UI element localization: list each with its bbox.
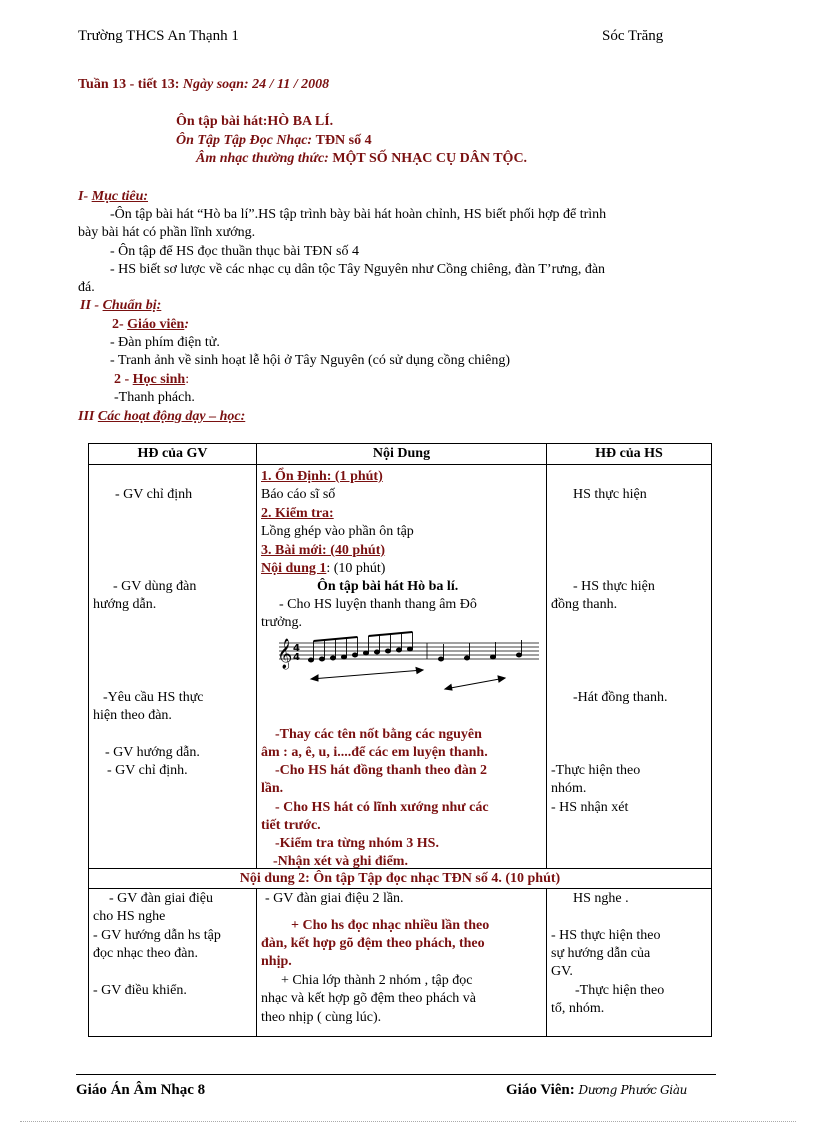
step1-label: 1. Ổn Định: (1 phút) xyxy=(261,469,383,484)
footer-teacher-label: Giáo Viên: xyxy=(506,1082,575,1098)
r1-gv-c1: -Yêu cầu HS thực xyxy=(103,690,204,705)
title-1-value: HÒ BA LÍ. xyxy=(267,114,334,129)
week-line xyxy=(78,77,329,93)
double-arrow-icon xyxy=(445,678,505,689)
title-3-value: MỘT SỐ NHẠC CỤ DÂN TỘC. xyxy=(328,151,528,166)
note xyxy=(438,657,443,661)
r1-gv-e: - GV chỉ định. xyxy=(107,763,188,778)
activities-heading xyxy=(78,409,245,425)
header-hs: HĐ của HS xyxy=(547,444,712,465)
r3-nd-c1: + Chia lớp thành 2 nhóm , tập đọc xyxy=(281,973,473,988)
student-num: 2 - xyxy=(114,372,133,387)
date-label: Ngày soạn: xyxy=(182,77,249,92)
r3-hs-c2: tổ, nhóm. xyxy=(551,1001,605,1016)
date-value: 24 / 11 / 2008 xyxy=(252,77,330,92)
time-sig-bottom: 4 xyxy=(293,652,300,663)
footer-signature: Dương Phước Giàu xyxy=(578,1083,688,1097)
r1-step-2-text: Lồng ghép vào phần ôn tập xyxy=(261,524,414,539)
province-name: Sóc Trăng xyxy=(602,28,664,44)
teacher-num: 2- xyxy=(112,317,128,332)
time-sig-top: 4 xyxy=(293,643,300,654)
note xyxy=(396,648,401,652)
r3-gv-b2: đọc nhạc theo đàn. xyxy=(93,946,198,961)
treble-clef-icon: 𝄞 xyxy=(277,639,293,669)
note xyxy=(374,650,379,654)
r1-nd1 xyxy=(261,560,385,578)
r1-hs-d1: -Thực hiện theo xyxy=(551,763,641,778)
title-3 xyxy=(196,151,527,167)
activities-title: Các hoạt động dạy – học: xyxy=(97,409,246,424)
note xyxy=(352,653,357,657)
note xyxy=(464,656,469,660)
r3-hs-c1: -Thực hiện theo xyxy=(575,983,665,998)
r3-nd-a: - GV đàn giai điệu 2 lần. xyxy=(265,891,404,906)
r1-hs-b2: đồng thanh. xyxy=(551,597,618,612)
note xyxy=(363,651,368,655)
note xyxy=(516,653,521,657)
r1-step-2 xyxy=(261,505,334,523)
header-gv: HĐ của GV xyxy=(89,444,257,465)
r3-gv-a1: - GV đàn giai điệu xyxy=(109,891,213,906)
r1-p4b: tiết trước. xyxy=(261,818,321,833)
r1-nd1-title: Ôn tập bài hát Hò ba lí. xyxy=(317,579,459,594)
objective-2: - Ôn tập để HS đọc thuần thục bài TĐN số 4 xyxy=(110,244,359,259)
r3-gv-a2: cho HS nghe xyxy=(93,909,166,924)
r1-p3a: -Cho HS hát đồng thanh theo đàn 2 xyxy=(275,763,488,778)
r3-hs-a: HS nghe . xyxy=(573,891,629,906)
r3-hs-b2: sự hướng dẫn của xyxy=(551,946,651,961)
table-row-2 xyxy=(89,869,712,889)
title-3-label: Âm nhạc thường thức: xyxy=(196,151,329,166)
week-label: Tuần 13 - tiết 13: xyxy=(78,77,180,92)
r3-hs-b1: - HS thực hiện theo xyxy=(551,928,661,943)
r1-step-1 xyxy=(261,468,383,486)
objective-3: - HS biết sơ lược về các nhạc cụ dân tộc Tây Nguyên như Cồng chiêng, đàn T’rưng, đàn xyxy=(110,262,606,277)
student-colon: : xyxy=(185,372,190,387)
nd1-time: : (10 phút) xyxy=(326,561,386,576)
row3-gv-cell xyxy=(89,889,257,1037)
table-header-row xyxy=(89,444,712,465)
student-item-1: -Thanh phách. xyxy=(114,390,195,405)
header-nd: Nội Dung xyxy=(257,444,547,465)
r3-nd-b3: nhịp. xyxy=(261,954,292,969)
objective-1b: bày bài hát có phần lĩnh xướng. xyxy=(78,225,256,240)
nd1-label: Nội dung 1 xyxy=(261,561,327,576)
r1-p3b: lần. xyxy=(261,781,284,796)
row1-hs-cell xyxy=(547,465,712,869)
r1-p1a: - Cho HS luyện thanh thang âm Đô xyxy=(279,597,477,612)
row3-hs-cell xyxy=(547,889,712,1037)
r1-gv-b2: hướng dẫn. xyxy=(93,597,157,612)
r3-gv-b1: - GV hướng dẫn hs tập xyxy=(93,928,221,943)
note xyxy=(330,656,335,660)
row2-heading: Nội dung 2: Ôn tập Tập đọc nhạc TĐN số 4. (10 phút) xyxy=(89,869,712,889)
title-2 xyxy=(176,133,372,149)
row1-nd-cell xyxy=(257,465,547,869)
r1-p1b: trưởng. xyxy=(261,615,303,630)
note xyxy=(341,655,346,659)
r1-hs-b1: - HS thực hiện xyxy=(573,579,655,594)
footer-right xyxy=(506,1082,687,1099)
r1-hs-e: - HS nhận xét xyxy=(551,800,629,815)
student-heading xyxy=(114,372,189,388)
title-2-label: Ôn Tập Tập Đọc Nhạc: xyxy=(176,133,313,148)
table-row-1 xyxy=(89,465,712,869)
note xyxy=(490,655,495,659)
r3-nd-b2: đàn, kết hợp gõ đệm theo phách, theo xyxy=(261,936,485,951)
title-1 xyxy=(176,114,333,130)
r1-p4a: - Cho HS hát có lĩnh xướng như các xyxy=(275,800,489,815)
table-row-3 xyxy=(89,889,712,1037)
r3-gv-c: - GV điều khiển. xyxy=(93,983,187,998)
double-arrow-icon xyxy=(311,670,423,679)
prep-prefix: II - xyxy=(80,298,103,313)
row1-gv-cell xyxy=(89,465,257,869)
objectives-title: Mục tiêu: xyxy=(91,189,149,204)
teacher-label: Giáo viên xyxy=(127,317,185,332)
r1-p2a: -Thay các tên nốt bằng các nguyên xyxy=(275,727,482,742)
school-name: Trường THCS An Thạnh 1 xyxy=(78,28,239,44)
footer-rule xyxy=(76,1074,716,1075)
objective-3b: đá. xyxy=(78,280,95,295)
r1-step-3 xyxy=(261,542,385,560)
prep-heading xyxy=(80,298,161,314)
teacher-item-2: - Tranh ảnh về sinh hoạt lễ hội ở Tây Nguyên (có sử dụng cồng chiêng) xyxy=(110,353,511,368)
r1-gv-c2: hiện theo đàn. xyxy=(93,708,172,723)
objective-1: -Ôn tập bài hát “Hò ba lí”.HS tập trình bày bài hát hoàn chỉnh, HS biết phối hợp để trình xyxy=(110,207,607,222)
r1-p2b: âm : a, ê, u, i....để các em luyện thanh. xyxy=(261,745,488,760)
note xyxy=(385,649,390,653)
title-2-value: TĐN số 4 xyxy=(315,133,372,148)
student-label: Học sinh xyxy=(132,372,186,387)
r1-hs-a: HS thực hiện xyxy=(573,487,647,502)
r1-hs-c: -Hát đồng thanh. xyxy=(573,690,668,705)
teacher-heading xyxy=(112,317,189,333)
teacher-colon: : xyxy=(184,317,190,332)
step2-label: 2. Kiểm tra: xyxy=(261,506,334,521)
note xyxy=(319,657,324,661)
r1-hs-d2: nhóm. xyxy=(551,781,587,796)
note xyxy=(308,658,313,662)
r3-nd-c3: theo nhịp ( cùng lúc). xyxy=(261,1010,382,1025)
r3-nd-b1: + Cho hs đọc nhạc nhiều lần theo xyxy=(291,918,490,933)
lesson-table xyxy=(88,443,712,1037)
prep-title: Chuẩn bị: xyxy=(102,298,162,313)
row3-nd-cell xyxy=(257,889,547,1037)
music-staff xyxy=(277,629,539,697)
activities-prefix: III xyxy=(78,409,98,424)
r3-hs-b3: GV. xyxy=(551,964,573,979)
r1-p6: -Nhận xét và ghi điểm. xyxy=(273,854,408,869)
page-edge xyxy=(20,1121,796,1122)
r1-gv-d: - GV hướng dẫn. xyxy=(105,745,200,760)
footer-left: Giáo Án Âm Nhạc 8 xyxy=(76,1082,206,1098)
step3-label: 3. Bài mới: (40 phút) xyxy=(261,543,386,558)
objectives-heading xyxy=(78,189,148,205)
objectives-prefix: I- xyxy=(78,189,92,204)
note xyxy=(407,647,412,651)
r1-gv-b1: - GV dùng đàn xyxy=(113,579,197,594)
r3-nd-c2: nhạc và kết hợp gõ đệm theo phách và xyxy=(261,991,476,1006)
r1-step-1-text: Báo cáo sĩ số xyxy=(261,487,336,502)
r1-p5: -Kiểm tra từng nhóm 3 HS. xyxy=(275,836,439,851)
title-1-label: Ôn tập bài hát: xyxy=(176,114,268,129)
teacher-item-1: - Đàn phím điện tử. xyxy=(110,335,220,350)
r1-gv-a: - GV chỉ định xyxy=(115,487,193,502)
